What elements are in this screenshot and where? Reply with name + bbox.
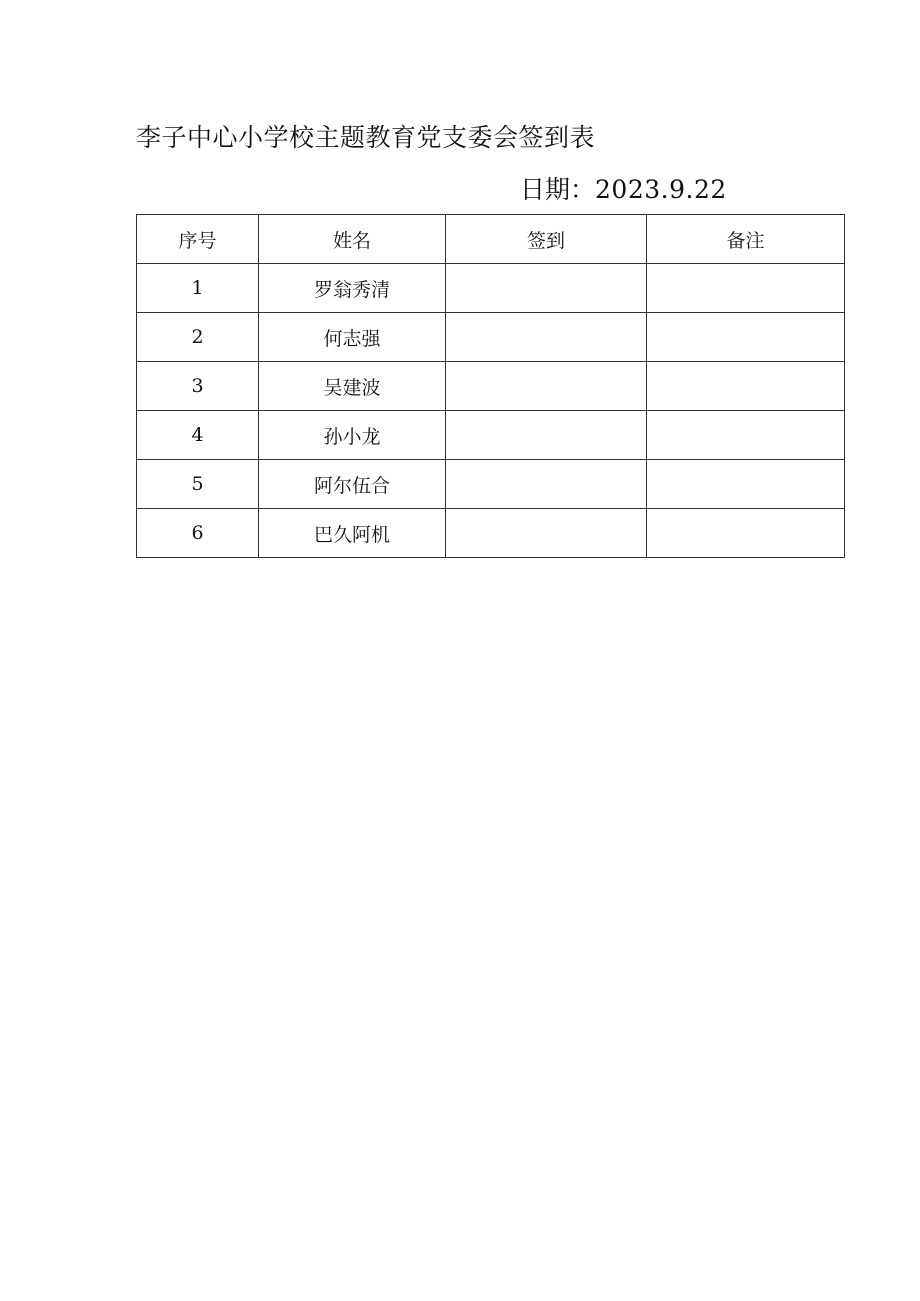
- header-number: 序号: [137, 215, 259, 264]
- row-number: 4: [137, 411, 259, 460]
- table-row: [137, 509, 845, 558]
- row-sign-cell[interactable]: [446, 313, 647, 362]
- table-row: [137, 411, 845, 460]
- sign-in-table: [136, 214, 845, 558]
- document-title: 李子中心小学校主题教育党支委会签到表: [136, 123, 596, 152]
- header-note: 备注: [647, 215, 845, 264]
- date-label: 日期：: [520, 175, 596, 204]
- row-name: 罗翁秀清: [259, 264, 446, 313]
- table-row: [137, 460, 845, 509]
- row-note-cell[interactable]: [647, 460, 845, 509]
- row-name: 吴建波: [259, 362, 446, 411]
- table-row: [137, 313, 845, 362]
- row-note-cell[interactable]: [647, 313, 845, 362]
- row-number: 3: [137, 362, 259, 411]
- table-header-row: [137, 215, 845, 264]
- row-note-cell[interactable]: [647, 264, 845, 313]
- date-value: 2023.9.22: [595, 175, 727, 204]
- table-row: [137, 362, 845, 411]
- row-name: 何志强: [259, 313, 446, 362]
- row-note-cell[interactable]: [647, 411, 845, 460]
- row-sign-cell[interactable]: [446, 264, 647, 313]
- row-sign-cell[interactable]: [446, 460, 647, 509]
- header-name: 姓名: [259, 215, 446, 264]
- row-number: 6: [137, 509, 259, 558]
- row-name: 巴久阿机: [259, 509, 446, 558]
- table-row: [137, 264, 845, 313]
- row-name: 阿尔伍合: [259, 460, 446, 509]
- row-number: 5: [137, 460, 259, 509]
- row-sign-cell[interactable]: [446, 362, 647, 411]
- row-sign-cell[interactable]: [446, 509, 647, 558]
- date-line: [520, 170, 727, 206]
- header-sign: 签到: [446, 215, 647, 264]
- row-name: 孙小龙: [259, 411, 446, 460]
- row-note-cell[interactable]: [647, 362, 845, 411]
- row-note-cell[interactable]: [647, 509, 845, 558]
- row-number: 2: [137, 313, 259, 362]
- row-number: 1: [137, 264, 259, 313]
- row-sign-cell[interactable]: [446, 411, 647, 460]
